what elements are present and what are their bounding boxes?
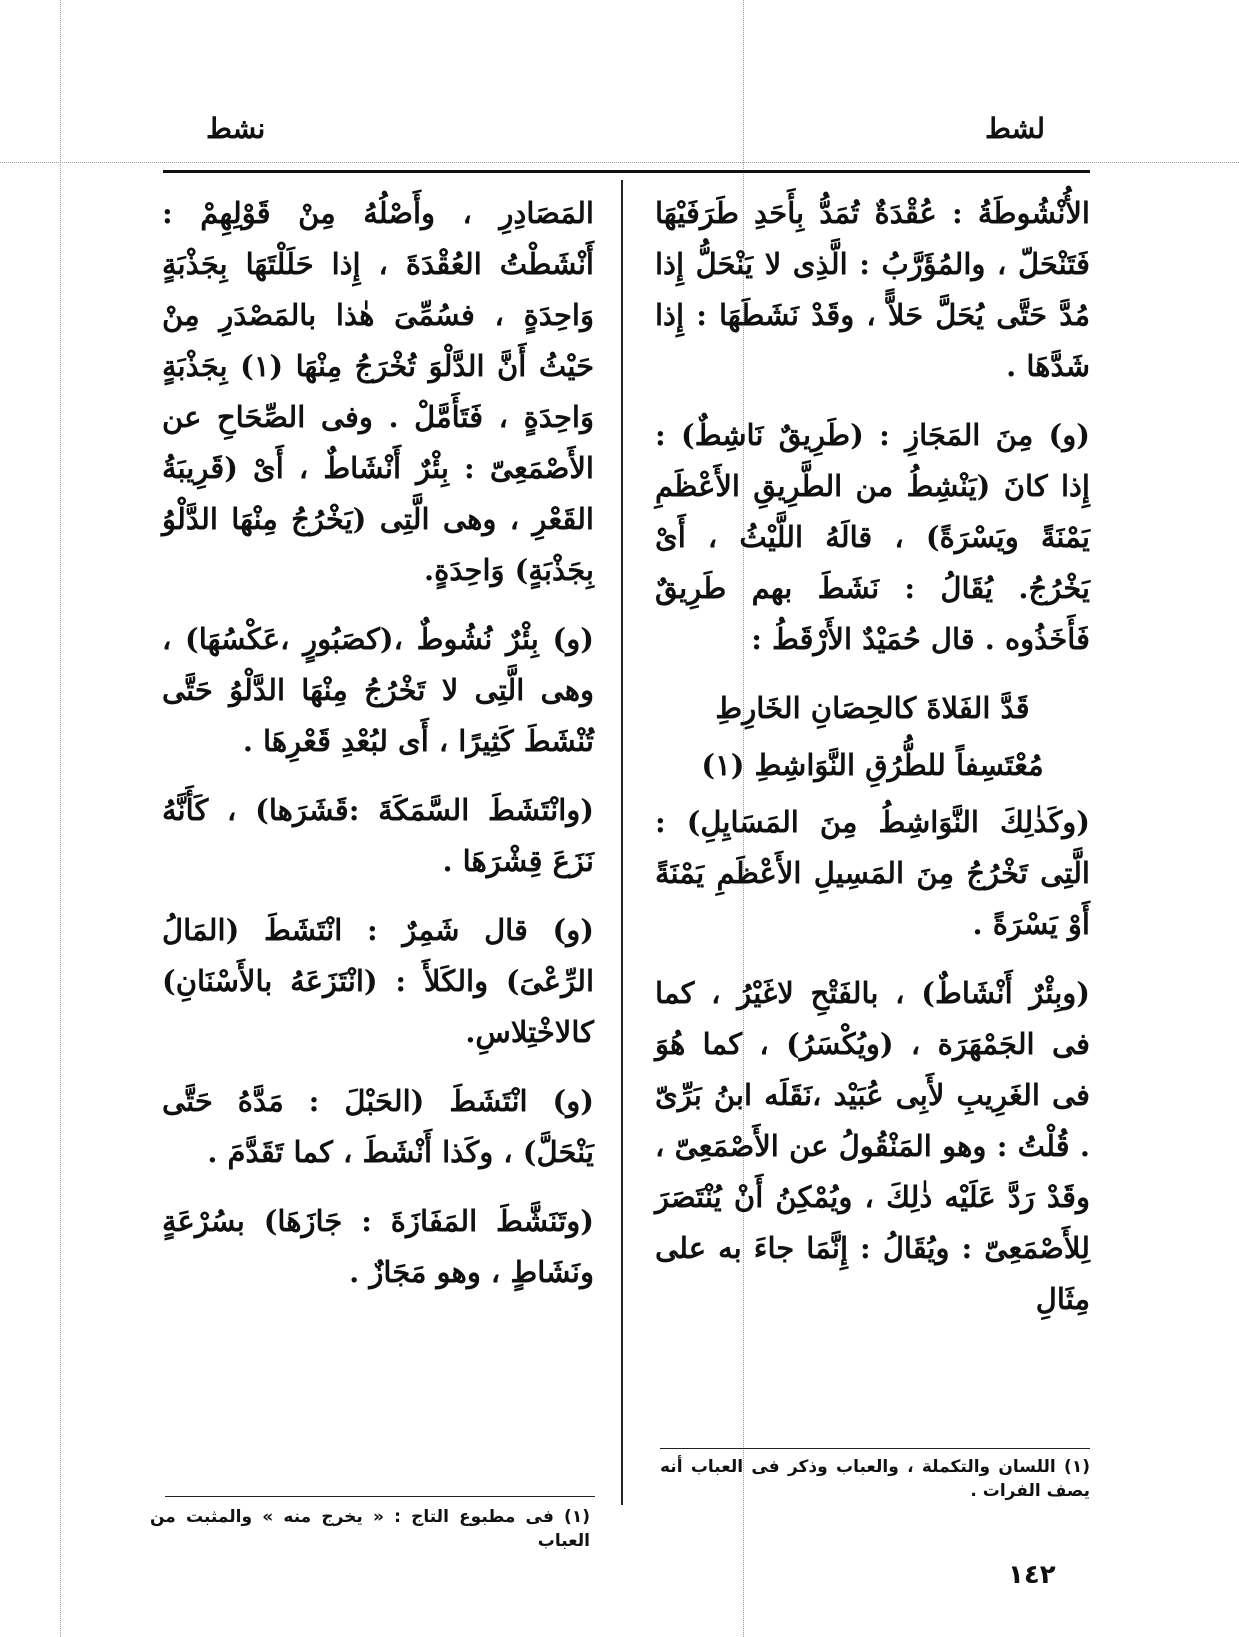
verse-line: قَدَّ الفَلاةَ كالحِصَانِ الخَارِطِ — [715, 691, 1030, 725]
scan-fold-line — [60, 0, 61, 1637]
paragraph: (و) انْتَشَطَ (الحَبْلَ : مَدَّهُ حَتَّى يَنْحَلَّ) ، وكَذا أَنْشَطَ ، كما تَقَدَّمَ . — [162, 1084, 594, 1169]
paragraph: (وكَذٰلِكَ النَّوَاشِطُ مِنَ المَسَايِلِ) : الَّتِى تَخْرُجُ مِنَ المَسِيلِ الأَعْظَمِ يَمْنَةً أَوْ يَسْرَةً . — [655, 805, 1090, 941]
paragraph: الأُنْشُوطَةُ : عُقْدَةٌ تُمَدُّ بِأَحَدِ طَرَفَيْهَا فَتَنْحَلّ ، والمُؤَرَّبُ : الَّذِى لا يَنْحَلُّ إِذا مُدَّ حَتَّى يُحَلَّ حَلاًّ ، وقَدْ نَشَطَهَا : إِذا شَدَّهَا . — [655, 196, 1090, 383]
paragraph: (و) قال شَمِرٌ : انْتَشَطَ (المَالُ الرِّعْىَ) والكَلأَ : (انْتَزَعَهُ بالأَسْنَانِ) كالاخْتِلاسِ. — [162, 913, 594, 1049]
right-column — [655, 188, 1090, 1343]
left-column — [162, 188, 594, 1316]
paragraph: (وتَنَشَّطَ المَفَازَةَ : جَازَهَا) بسُرْعَةٍ ونَشَاطٍ ، وهو مَجَازٌ . — [162, 1204, 594, 1289]
paragraph: المَصَادِرِ ، وأَصْلُهُ مِنْ قَوْلِهِمْ : أَنْشَطْتُ العُقْدَةَ ، إِذا حَلَلْتَهَا بِجَذْبَةٍ وَاحِدَةٍ ، فسُمِّىَ هٰذا بالمَصْدَرِ مِنْ حَيْثُ أَنَّ الدَّلْوَ تُخْرَجُ مِنْهَا (١) بِجَذْبَةٍ وَاحِدَةٍ ، فَتَأَمَّلْ . وفى الصِّحَاحِ عن الأَصْمَعِىّ : بِئْرٌ أَنْشَاطٌ ، أَىْ (قَرِيبَةُ القَعْرِ ، وهى الَّتِى (يَخْرُجُ مِنْهَا الدَّلْوُ بِجَذْبَةٍ) وَاحِدَةٍ. — [162, 196, 594, 587]
page-number: ١٤٢ — [1008, 1560, 1056, 1590]
footnote-rule — [660, 1448, 1090, 1449]
paragraph: (و) مِنَ المَجَازِ : (طَرِيقٌ نَاشِطٌ) : إِذا كانَ (يَنْشِطُ من الطَّرِيقِ الأَعْظَمِ يَمْنَةً ويَسْرَةً) ، قالَهُ اللَّيْثُ ، أَىْ يَخْرُجُ. يُقَالُ : نَشَطَ بهم طَرِيقٌ فَأَخَذُوه . قال حُمَيْدٌ الأَرْقَطُ : — [655, 418, 1090, 656]
verse-line: مُعْتَسِفاً للطُّرُقِ النَّوَاشِطِ (١) — [701, 748, 1044, 782]
scan-fold-line — [0, 162, 1239, 163]
header-right-word: لشط — [985, 112, 1046, 145]
right-footnote: (١) اللسان والتكملة ، والعباب وذكر فى العباب أنه يصف الفرات . — [660, 1457, 1090, 1501]
footnote-rule — [165, 1496, 595, 1497]
column-divider — [621, 180, 623, 1505]
paragraph: (وبِئْرٌ أَنْشَاطٌ) ، بالفَتْحِ لاغَيْرُ ، كما فى الجَمْهَرَة ، (ويُكْسَرُ) ، كما هُوَ فى الغَرِيبِ لأَبِى عُبَيْد ،نَقَلَه ابنُ بَرِّىّ . قُلْتُ : وهو المَنْقُولُ عن الأَصْمَعِىّ ، وقَدْ رَدَّ عَلَيْه ذٰلِكَ ، ويُمْكِنُ أَنْ يُنْتَصَرَ لِلأَصْمَعِىّ : ويُقَالُ : إِنَّمَا جاءَ به على مِثَالِ — [655, 976, 1090, 1316]
header-left-word: نشط — [206, 112, 266, 145]
paragraph: (و) بِئْرٌ نُشُوطٌ ،(كصَبُورٍ ،عَكْسُهَا) ، وهى الَّتِى لا تَخْرُجُ مِنْهَا الدَّلْوُ حَتَّى تُنْشَطَ كَثِيرًا ، أَى لبُعْدِ قَعْرِهَا . — [162, 622, 594, 758]
left-footnote: (١) فى مطبوع التاج : « يخرج منه » والمثبت من العباب — [150, 1507, 590, 1551]
paragraph: (وانْتَشَطَ السَّمَكَةَ :قَشَرَها) ، كَأَنَّهُ نَزَعَ قِشْرَهَا . — [162, 793, 594, 878]
header-rule — [163, 170, 1090, 173]
